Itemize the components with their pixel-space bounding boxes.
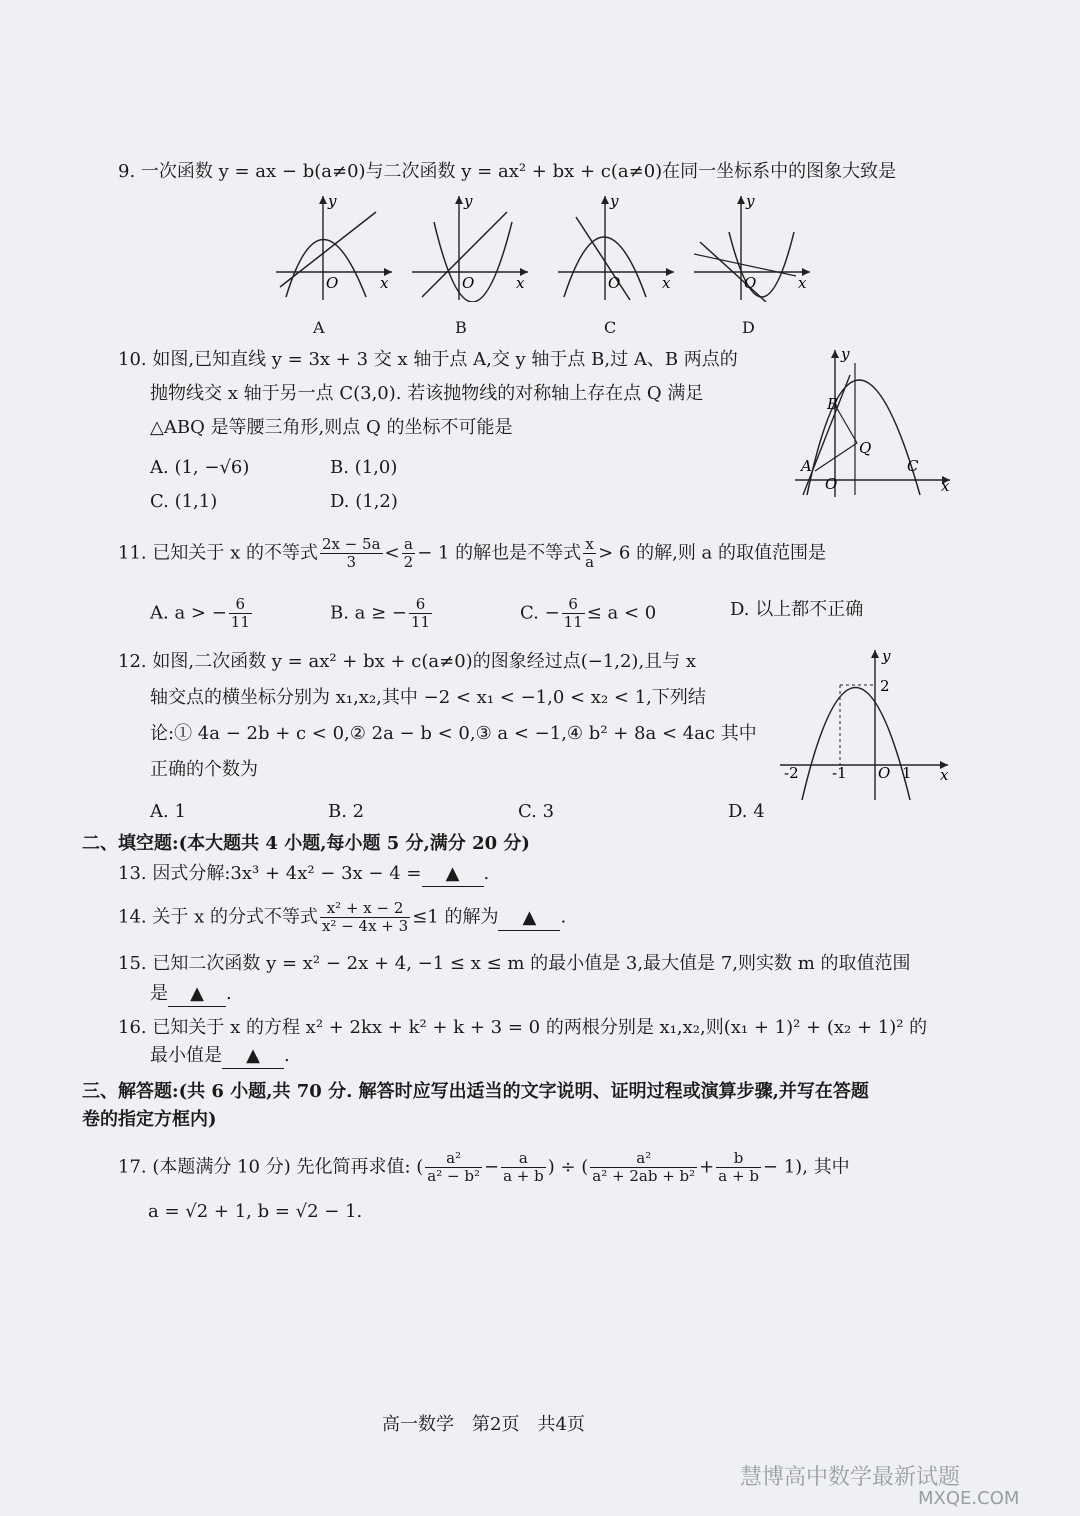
q15-line2: 是 ▲ . [150,982,232,1007]
svg-text:y: y [882,647,891,665]
q17-question: 17. (本题满分 10 分) 先化简再求值: ( $\frac{\text{a²}}{\text{a² − b²}}$ − $\frac{a}{a + b}$ ) ÷ ( $\frac{\text{a²}}{\text{a² + 2ab + b²}}$ + $\frac{b}{a + b}$ − 1), 其中 [118,1149,850,1185]
q11-option-c: C. − $\frac{6}{11}$ ≤ a < 0 [520,595,657,631]
section3-heading-line1: 三、解答题:(共 6 小题,共 70 分. 解答时应写出适当的文字说明、证明过程或演算步骤,并写在答题 [82,1081,869,1102]
q10-line3: △ABQ 是等腰三角形,则点 Q 的坐标不可能是 [150,417,513,438]
q15-line1: 15. 已知二次函数 y = x² − 2x + 4, −1 ≤ x ≤ m 的最小值是 3,最大值是 7,则实数 m 的取值范围 [118,953,911,974]
svg-text:A: A [801,457,812,475]
svg-text:Q: Q [859,439,872,457]
q13-answer-blank[interactable]: ▲ [422,862,484,887]
q10-line1: 10. 如图,已知直线 y = 3x + 3 交 x 轴于点 A,交 y 轴于点 B,过 A、B 两点的 [118,349,738,370]
svg-text:x: x [940,766,949,784]
svg-text:1: 1 [902,764,912,782]
svg-text:O: O [326,274,339,292]
q11-option-b: B. a ≥ − $\frac{6}{11}$ [330,595,431,631]
q12-line3: 论:① 4a − 2b + c < 0,② 2a − b < 0,③ a < −1,④ b² + 8a < 4ac 其中 [150,723,757,744]
q10-line2: 抛物线交 x 轴于另一点 C(3,0). 若该抛物线的对称轴上存在点 Q 满足 [150,383,704,404]
q9-graph-c [558,192,678,302]
q15-answer-blank[interactable]: ▲ [168,982,226,1007]
q10-option-b: B. (1,0) [330,457,398,478]
q9-text: 9. 一次函数 y = ax − b(a≠0)与二次函数 y = ax² + bx + c(a≠0)在同一坐标系中的图象大致是 [118,161,897,182]
svg-text:C: C [907,457,919,475]
q10-option-a: A. (1, −√6) [150,457,250,478]
svg-text:B: B [827,395,839,413]
svg-text:O: O [608,274,621,292]
svg-text:O: O [878,764,891,782]
q9-graph-d [694,192,814,302]
q11-option-d: D. 以上都不正确 [730,599,864,620]
svg-text:x: x [380,274,389,292]
q16-answer-blank[interactable]: ▲ [222,1044,284,1069]
svg-text:-2: -2 [784,764,799,782]
q9-graph-a [276,192,396,302]
q12-line4: 正确的个数为 [150,759,258,780]
page-footer: 高一数学 第2页 共4页 [382,1414,585,1435]
q12-line2: 轴交点的横坐标分别为 x₁,x₂,其中 −2 < x₁ < −1,0 < x₂ < 1,下列结 [150,687,706,708]
svg-text:y: y [464,192,473,210]
q16-line1: 16. 已知关于 x 的方程 x² + 2kx + k² + k + 3 = 0 的两根分别是 x₁,x₂,则(x₁ + 1)² + (x₂ + 1)² 的 [118,1017,928,1038]
q11-question: 11. 已知关于 x 的不等式 $\frac{2x - 5a}{3}$ < $\frac{a}{2}$ − 1 的解也是不等式 $\frac{x}{a}$ > 6 的解,则 a 的取值范围是 [118,535,826,571]
q13-text: 13. 因式分解:3x³ + 4x² − 3x − 4 = ▲ . [118,862,489,887]
q9-option-a: A [313,318,325,337]
q17-values: a = √2 + 1, b = √2 − 1. [148,1201,363,1222]
q12-option-d: D. 4 [728,801,765,822]
q9-option-c: C [604,318,617,337]
q10-option-c: C. (1,1) [150,491,218,512]
svg-text:y: y [746,192,755,210]
svg-text:x: x [798,274,807,292]
section2-heading: 二、填空题:(本大题共 4 小题,每小题 5 分,满分 20 分) [82,833,530,854]
svg-text:O: O [744,274,757,292]
q9-option-b: B [455,318,467,337]
svg-text:y: y [841,345,850,363]
q12-option-b: B. 2 [328,801,365,822]
svg-text:x: x [662,274,671,292]
q9-graph-b [412,192,532,302]
q10-option-d: D. (1,2) [330,491,398,512]
watermark-text: 慧博高中数学最新试题 [740,1465,961,1490]
svg-text:y: y [610,192,619,210]
watermark-domain: MXQE.COM [918,1488,1020,1509]
q14-text: 14. 关于 x 的分式不等式 $\frac{\text{x² + x − 2}}{\text{x² − 4x + 3}}$ ≤1 的解为 ▲ . [118,899,567,935]
svg-text:x: x [516,274,525,292]
svg-text:2: 2 [880,677,890,695]
q14-answer-blank[interactable]: ▲ [498,906,560,931]
q12-option-a: A. 1 [150,801,186,822]
svg-text:x: x [941,477,950,495]
q12-figure [780,645,952,803]
section3-heading-line2: 卷的指定方框内) [82,1109,217,1130]
q12-line1: 12. 如图,二次函数 y = ax² + bx + c(a≠0)的图象经过点(−1,2),且与 x [118,651,697,672]
q16-line2: 最小值是 ▲ . [150,1044,290,1069]
svg-text:-1: -1 [832,764,847,782]
q11-option-a: A. a > − $\frac{6}{11}$ [150,595,250,631]
svg-text:O: O [825,475,838,493]
svg-text:O: O [462,274,475,292]
q9a-y-label: y [328,192,337,210]
q9-option-d: D [742,318,755,337]
q10-figure [795,345,955,500]
q12-option-c: C. 3 [518,801,555,822]
